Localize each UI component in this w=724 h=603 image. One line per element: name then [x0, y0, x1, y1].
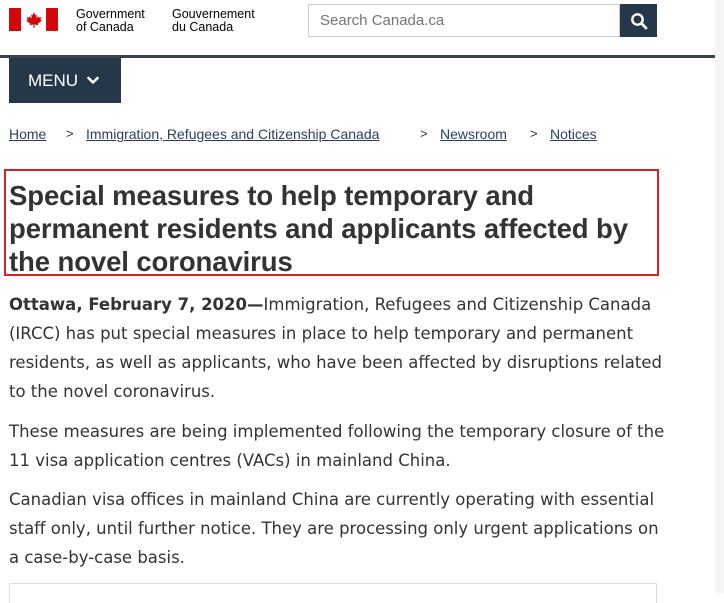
signature-en-line1: Government: [76, 7, 145, 21]
search-button[interactable]: [620, 4, 657, 37]
menu-button[interactable]: [9, 58, 121, 103]
dateline: Ottawa, February 7, 2020—: [9, 295, 264, 314]
content-panel: [9, 583, 657, 603]
signature-french[interactable]: [172, 8, 255, 34]
breadcrumb-separator: >: [530, 126, 538, 141]
scrollbar-track[interactable]: [715, 0, 724, 593]
paragraph-1-text: Immigration, Refugees and Citizenship Canada (IRCC) has put special measures in place to help temporary and permanent residents, as well as applicants, who have been affected by disruptions related to the novel coronavirus.: [9, 295, 662, 401]
article-paragraph-1: [9, 290, 669, 406]
breadcrumb-ircc[interactable]: Immigration, Refugees and Citizenship Canada: [86, 126, 380, 142]
chevron-down-icon: [87, 76, 99, 85]
site-header: [0, 0, 724, 58]
menu-label: MENU: [28, 70, 79, 90]
signature-fr-line2: du Canada: [172, 20, 234, 34]
breadcrumb-notices[interactable]: Notices: [550, 126, 597, 142]
signature-english[interactable]: [76, 8, 145, 34]
article-paragraph-2: These measures are being implemented following the temporary closure of the 11 visa application centres (VACs) in mainland China.: [9, 422, 665, 470]
search-input[interactable]: [308, 4, 620, 37]
breadcrumb-newsroom[interactable]: Newsroom: [440, 126, 507, 142]
signature-fr-line1: Gouvernement: [172, 7, 255, 21]
page-title: Special measures to help temporary and permanent residents and applicants affected by the novel coronavirus: [9, 180, 628, 277]
signature-en-line2: of Canada: [76, 20, 134, 34]
breadcrumb-separator: >: [420, 126, 428, 141]
article-paragraph-3: Canadian visa offices in mainland China are currently operating with essential staff only, until further notice. They are processing only urgent applications on a case-by-case basis.: [9, 490, 659, 567]
canada-flag-icon[interactable]: [9, 8, 58, 31]
search-icon: [630, 12, 648, 30]
breadcrumb-separator: >: [66, 126, 74, 141]
breadcrumb-home[interactable]: Home: [9, 126, 47, 142]
